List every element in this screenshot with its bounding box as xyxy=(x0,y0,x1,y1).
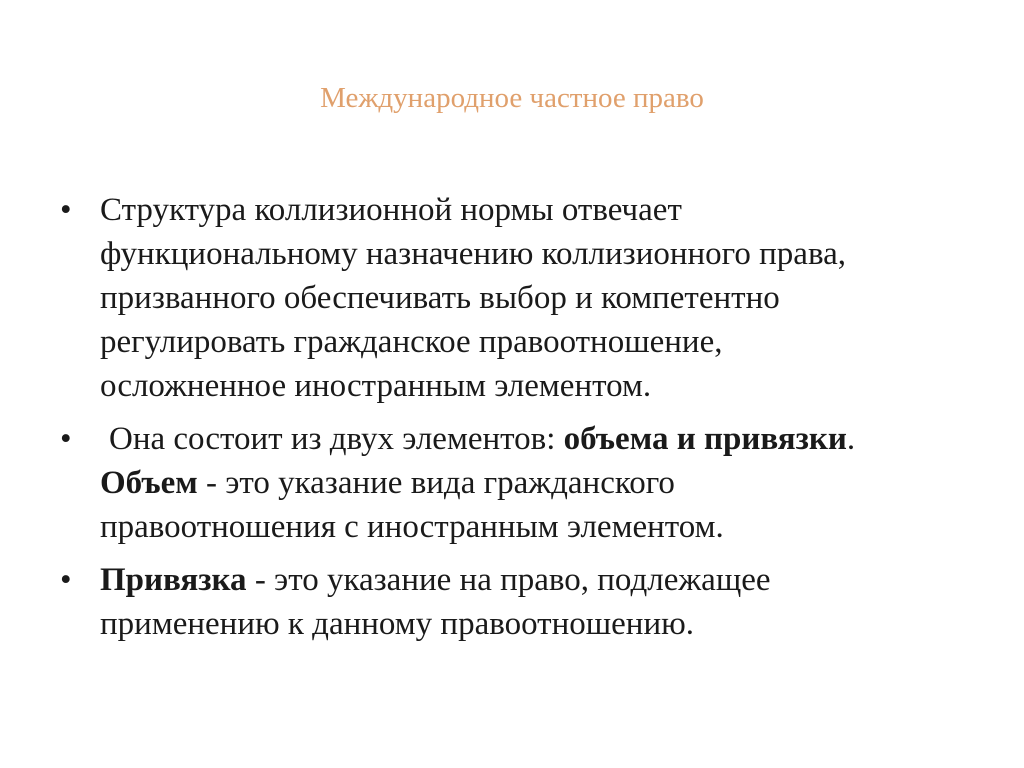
bullet-text-line: регулировать гражданское правоотношение, xyxy=(100,324,723,360)
bullet-marker: • xyxy=(60,421,72,457)
bullet-text-line: правоотношения с иностранным элементом. xyxy=(100,509,724,545)
bullet-item-structure xyxy=(60,188,960,408)
bullet-bold-term: Привязка xyxy=(100,562,247,598)
bullet-item-elements xyxy=(60,417,960,549)
bullet-text: Она состоит из двух элементов: xyxy=(109,421,564,457)
slide-title: Международное частное право xyxy=(320,82,704,114)
bullet-marker: • xyxy=(60,192,72,228)
bullet-text: - это указание вида гражданского xyxy=(197,465,675,501)
bullet-text-line: применению к данному правоотношению. xyxy=(100,606,695,642)
bullet-text-line: Структура коллизионной нормы отвечает xyxy=(100,192,682,228)
bullet-bold-text: объема и привязки xyxy=(563,421,847,457)
bullet-text-line: функциональному назначению коллизионного права, xyxy=(100,236,846,272)
bullet-text-line: призванного обеспечивать выбор и компетентно xyxy=(100,280,780,316)
bullet-text-line: осложненное иностранным элементом. xyxy=(100,368,652,404)
bullet-list xyxy=(60,188,960,655)
bullet-marker: • xyxy=(60,562,72,598)
bullet-text: . xyxy=(846,421,856,457)
bullet-item-binding xyxy=(60,558,960,646)
bullet-bold-term: Объем xyxy=(100,465,198,501)
bullet-text: - это указание на право, подлежащее xyxy=(246,562,771,598)
